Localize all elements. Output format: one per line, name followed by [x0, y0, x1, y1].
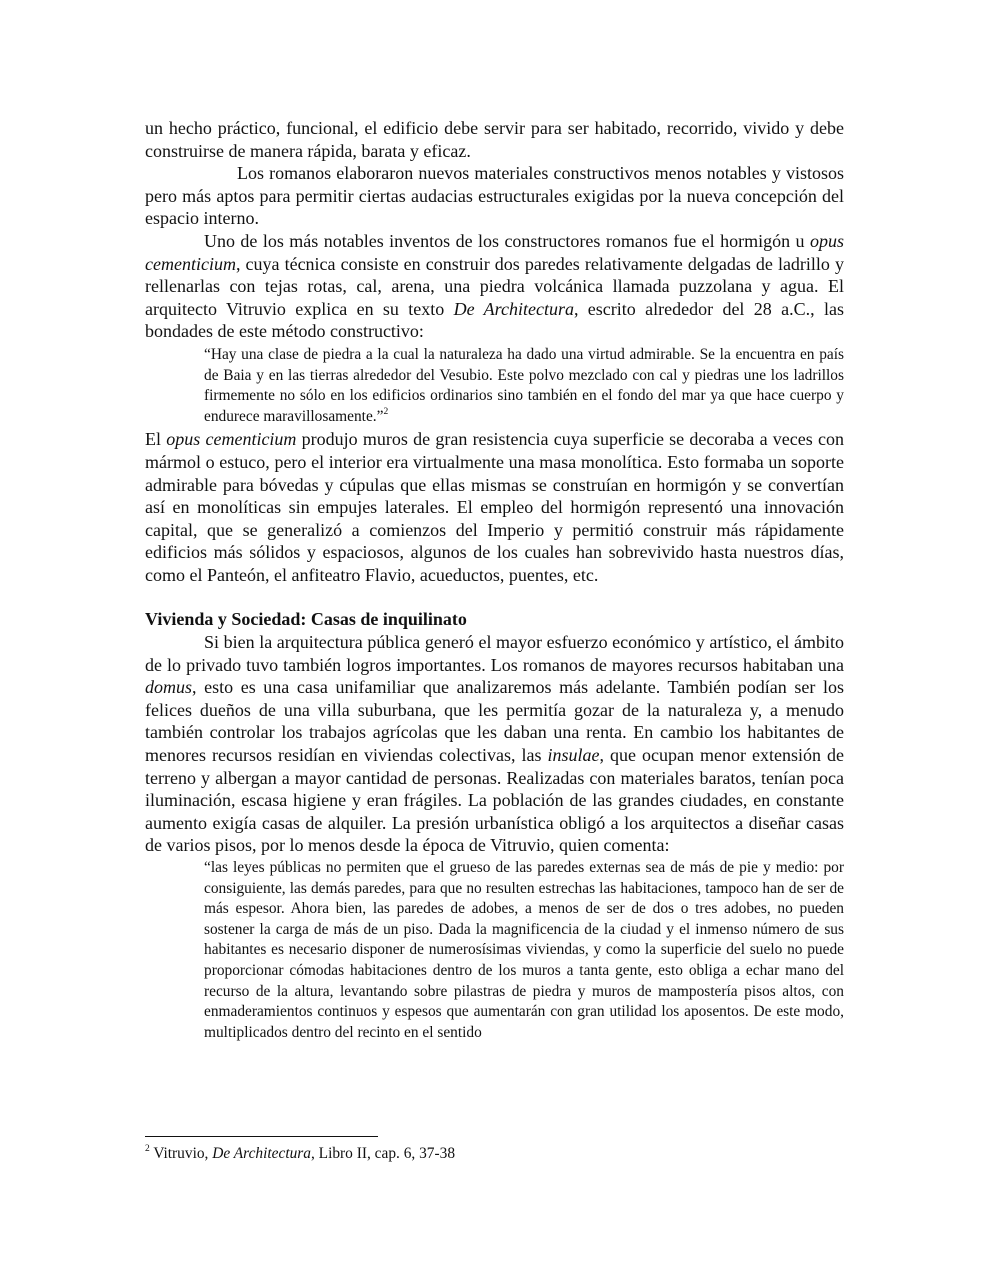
document-page [145, 117, 844, 1043]
text-run: Uno de los más notables inventos de los constructores romanos fue el hormigón u [204, 230, 810, 251]
text-run: , esto es una casa unifamiliar que analizaremos más adelante. También podían ser los felices dueños de una villa suburbana, que les permitía gozar de la naturaleza y, a menudo también controlar los trabajos agrícolas que les daban una renta. En cambio los habitantes de menores recursos residían en viviendas colectivas, las [145, 677, 844, 766]
italic-term: insulae [547, 745, 600, 766]
paragraph-housing [145, 631, 844, 857]
paragraph-opus-cementicium [145, 230, 844, 343]
paragraph-concrete-resistance [145, 428, 844, 586]
paragraph-roman-materials: Los romanos elaboraron nuevos materiales constructivos menos notables y vistosos pero más aptos para permitir ciertas audacias estructurales exigidas por la nueva concepción del espacio interno. [145, 163, 844, 229]
footnote-separator [145, 1136, 378, 1137]
block-quote-vitruvio-2: “las leyes públicas no permiten que el grueso de las paredes externas sea de más de pie y medio: por consiguiente, las demás paredes, para que no resulten estrechas las habitaciones, tampoco han de ser de más espesor. Ahora bien, las paredes de adobes, a menos de ser de dos o tres adobes, no pueden sostener la carga de más de un piso. Dada la magnificencia de la ciudad y el inmenso número de sus habitantes es necesario disponer de numerosísimas viviendas, y como la superficie del suelo no puede proporcionar cómodas habitaciones dentro de los muros a tanta gente, esto obliga a echar mano del recurso de la altura, levantando sobre pilastras de piedra y muros de mampostería pisos altos, con enmaderamientos continuos y espesos que aumentarán con gran utilidad los aposentos. De este modo, multiplicados dentro del recinto en el sentido [204, 859, 844, 1041]
quote-text: “Hay una clase de piedra a la cual la naturaleza ha dado una virtud admirable. Se la encuentra en país de Baia y en las tierras alrededor del Vesubio. Este polvo mezclado con cal y piedras une los ladrillos firmemente no sólo en los edificios ordinarios sino también en el fondo del mar ya que hace cuerpo y endurece maravillosamente.” [204, 345, 844, 425]
italic-title: De Architectura [453, 298, 574, 319]
italic-term: opus cementicium [166, 429, 297, 450]
text-run: El [145, 429, 167, 450]
italic-term: opus cementicium [145, 230, 844, 274]
section-heading: Vivienda y Sociedad: Casas de inquilinato [145, 609, 467, 630]
block-quote-vitruvio-1 [204, 345, 844, 427]
italic-term: domus [145, 677, 193, 698]
footnote-number: 2 [145, 1143, 150, 1154]
text-run: Vitruvio, [149, 1145, 213, 1162]
text-run: , que ocupan menor extensión de terreno y albergan a mayor cantidad de personas. Realizadas con materiales baratos, tenían poca iluminación, escasa higiene y eran frágiles. La población de las grandes ciudades, en constante aumento exigía casas de alquiler. La presión urbanística obligó a los arquitectos a diseñar casas de varios pisos, por lo menos desde la época de Vitruvio, quien comenta: [145, 745, 844, 856]
footnote [145, 1144, 455, 1164]
text-run: , Libro II, cap. 6, 37-38 [310, 1145, 456, 1162]
text-run: , cuya técnica consiste en construir dos paredes relativamente delgadas de ladrillo y rellenarlas con tejas rotas, cal, arena, una piedra volcánica llamada puzzolana y agua. El arquitecto Vitruvio explica en su texto [145, 253, 844, 319]
text-run: Si bien la arquitectura pública generó el mayor esfuerzo económico y artístico, el ámbito de lo privado tuvo también logros importantes. Los romanos de mayores recursos habitaban una [145, 632, 844, 675]
italic-title: De Architectura [212, 1145, 311, 1162]
paragraph-continuation: un hecho práctico, funcional, el edificio debe servir para ser habitado, recorrido, vivido y debe construirse de manera rápida, barata y eficaz. [145, 118, 844, 161]
text-run: , escrito alrededor del 28 a.C., las bondades de este método constructivo: [145, 298, 844, 342]
text-run: produjo muros de gran resistencia cuya superficie se decoraba a veces con mármol o estuco, pero el interior era virtualmente una masa monolítica. Esto formaba un soporte admirable para bóvedas y cúpulas que ellas mismas se construían en hormigón y se convertían así en monolíticas sin empujes laterales. El empleo del hormigón representó una innovación capital, que se generalizó a comienzos del Imperio y permitió construir más rápidamente edificios más sólidos y espaciosos, algunos de los cuales han sobrevivido hasta nuestros días, como el Panteón, el anfiteatro Flavio, acueductos, puentes, etc. [145, 429, 844, 585]
footnote-reference[interactable]: 2 [383, 406, 389, 417]
